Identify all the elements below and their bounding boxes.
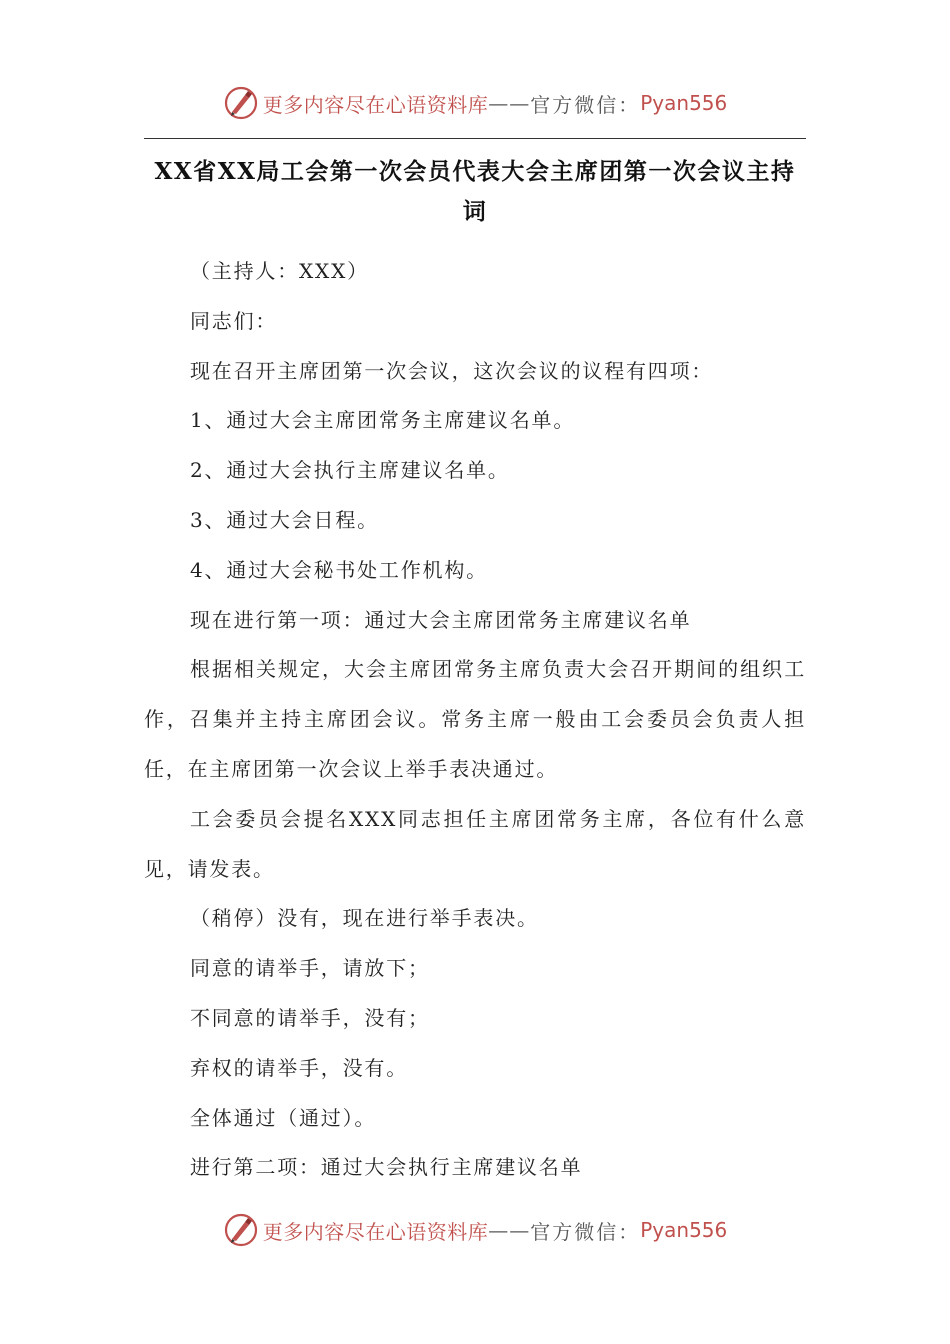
banner-wechat-label: 官方微信： xyxy=(530,1219,641,1244)
paragraph: 同意的请举手，请放下； xyxy=(190,956,430,981)
header-banner xyxy=(0,83,950,123)
paragraph: （主持人：XXX） xyxy=(190,259,369,283)
paragraph: 2、通过大会执行主席建议名单。 xyxy=(190,458,510,483)
banner-separator: —— xyxy=(488,1218,531,1242)
paragraph: 1、通过大会主席团常务主席建议名单。 xyxy=(190,408,576,433)
paragraph: 现在进行第一项：通过大会主席团常务主席建议名单 xyxy=(190,607,692,632)
paragraph: 工会委员会提名XXX同志担任主席团常务主席，各位有什么意见，请发表。 xyxy=(144,806,806,881)
paragraph: 4、通过大会秘书处工作机构。 xyxy=(190,557,488,582)
paragraph: 不同意的请举手，没有； xyxy=(190,1005,430,1030)
banner-wechat-id: Pyan556 xyxy=(640,1218,728,1242)
banner-slogan: 更多内容尽在心语资料库 xyxy=(262,92,489,117)
banner-wechat-id: Pyan556 xyxy=(640,91,728,115)
footer-banner xyxy=(0,1210,950,1250)
paragraph: 全体通过（通过）。 xyxy=(190,1105,377,1130)
banner-slogan: 更多内容尽在心语资料库 xyxy=(262,1219,489,1244)
document-title: XX省XX局工会第一次会员代表大会主席团第一次会议主持词 xyxy=(154,158,796,225)
paragraph: 进行第二项：通过大会执行主席建议名单 xyxy=(190,1155,583,1180)
paragraph: 根据相关规定，大会主席团常务主席负责大会召开期间的组织工作，召集并主持主席团会议。常务主席一般由工会委员会负责人担任，在主席团第一次会议上举手表决通过。 xyxy=(144,657,806,781)
document-body xyxy=(144,247,806,1193)
pen-logo-icon xyxy=(223,1212,259,1248)
paragraph: （稍停）没有，现在进行举手表决。 xyxy=(190,906,539,931)
paragraph: 现在召开主席团第一次会议，这次会议的议程有四项： xyxy=(190,358,714,383)
header-divider xyxy=(144,138,806,139)
pen-logo-icon xyxy=(223,85,259,121)
paragraph: 3、通过大会日程。 xyxy=(190,507,379,532)
banner-separator: —— xyxy=(488,91,531,115)
banner-wechat-label: 官方微信： xyxy=(530,92,641,117)
paragraph: 弃权的请举手，没有。 xyxy=(190,1055,408,1080)
paragraph: 同志们： xyxy=(190,308,278,333)
